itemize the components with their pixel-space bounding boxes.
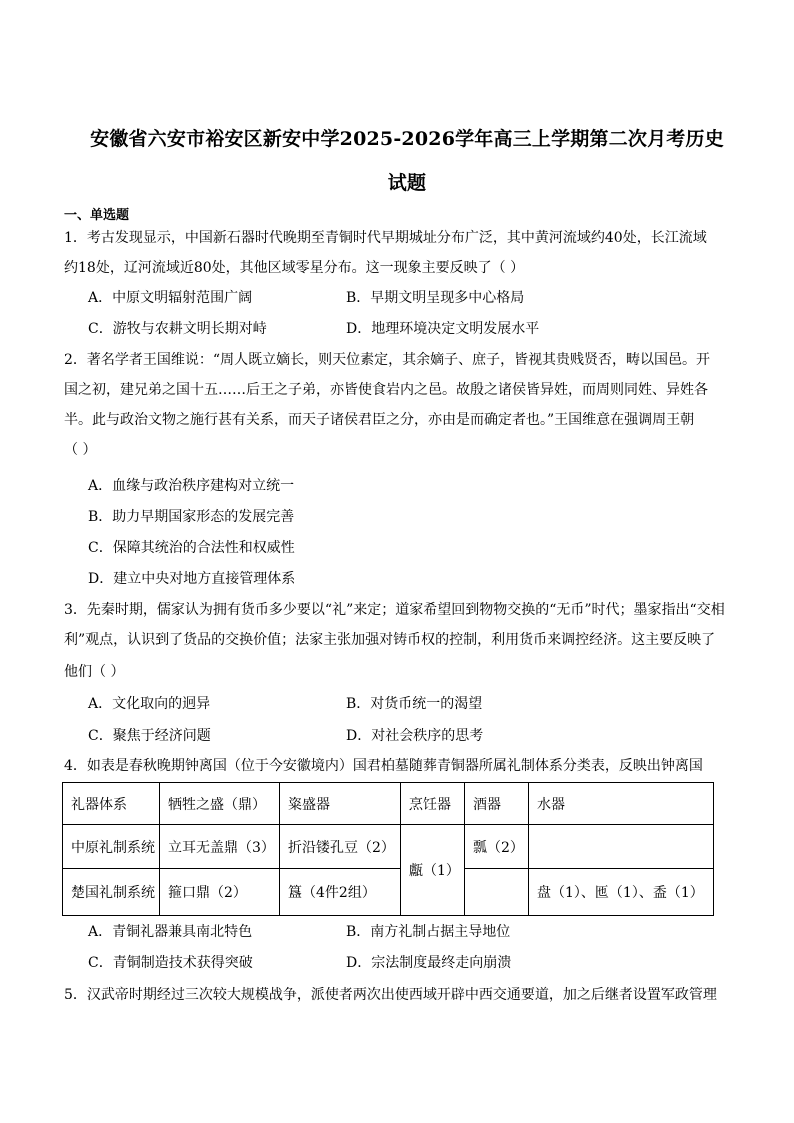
ritual-bronze-table (62, 782, 714, 916)
table-cell: 楚国礼制系统 (63, 869, 160, 916)
question-3-line: 他们（ ） (64, 664, 125, 680)
table-cell (465, 869, 529, 916)
document-title: 安徽省六安市裕安区新安中学2025-2026学年高三上学期第二次月考历史 (90, 128, 724, 150)
section-heading: 一、单选题 (64, 208, 130, 223)
table-cell: 簋（4件2组） (280, 869, 401, 916)
table-cell: 甗（1） (401, 825, 465, 916)
table-row (63, 869, 714, 916)
question-3-option-a[interactable]: A．文化取向的迥异 (88, 696, 211, 712)
question-2-option-c[interactable]: C．保障其统治的合法性和权威性 (88, 540, 295, 556)
table-cell: 立耳无盖鼎（3） (160, 825, 280, 869)
table-header: 粢盛器 (280, 783, 401, 825)
table-cell: 箍口鼎（2） (160, 869, 280, 916)
question-1-option-b[interactable]: B．早期文明呈现多中心格局 (346, 290, 525, 306)
question-2-line: 半。此与政治文物之施行甚有关系，而天子诸侯君臣之分，亦由是而确定者也。”王国维意在强调周王朝 (64, 412, 695, 428)
table-cell: 中原礼制系统 (63, 825, 160, 869)
question-4-option-b[interactable]: B．南方礼制占据主导地位 (346, 924, 511, 940)
question-3-line: 3．先秦时期，儒家认为拥有货币多少要以“礼”来定；道家希望回到物物交换的“无币”时代；墨家指出“交相 (64, 602, 725, 618)
table-cell: 瓢（2） (465, 825, 529, 869)
question-4-option-c[interactable]: C．青铜制造技术获得突破 (88, 955, 253, 971)
question-2-line: 2．著名学者王国维说：“周人既立嫡长，则天位素定，其余嫡子、庶子，皆视其贵贱贤否，畴以国邑。开 (64, 352, 711, 368)
table-header-row (63, 783, 714, 825)
question-3-option-d[interactable]: D．对社会秩序的思考 (346, 728, 484, 744)
question-1-line: 1．考古发现显示，中国新石器时代晚期至青铜时代早期城址分布广泛，其中黄河流域约40处，长江流域 (64, 230, 707, 246)
table-cell (529, 825, 714, 869)
table-row (63, 825, 714, 869)
question-1-option-c[interactable]: C．游牧与农耕文明长期对峙 (88, 321, 267, 337)
table-cell: 折沿镂孔豆（2） (280, 825, 401, 869)
question-1-option-d[interactable]: D．地理环境决定文明发展水平 (346, 321, 540, 337)
question-3-option-c[interactable]: C．聚焦于经济问题 (88, 728, 211, 744)
document-title-continued: 试题 (387, 172, 427, 194)
table-header: 酒器 (465, 783, 529, 825)
question-2-line: 国之初，建兄弟之国十五……后王之子弟，亦皆使食岩内之邑。故殷之诸侯皆异姓，而周则同姓、异姓各 (64, 382, 708, 398)
table-cell: 盘（1）、匜（1）、盉（1） (529, 869, 714, 916)
question-4-line: 4．如表是春秋晚期钟离国（位于今安徽境内）国君柏墓随葬青铜器所属礼制体系分类表，反映出钟离国 (64, 758, 703, 774)
question-5-line: 5．汉武帝时期经过三次较大规模战争，派使者两次出使西域开辟中西交通要道，加之后继者设置军政管理 (64, 987, 717, 1003)
table-header: 礼器体系 (63, 783, 160, 825)
question-4-option-d[interactable]: D．宗法制度最终走向崩溃 (346, 955, 512, 971)
question-2-line: （ ） (64, 442, 97, 458)
question-4-option-a[interactable]: A．青铜礼器兼具南北特色 (88, 924, 253, 940)
table-header: 牺牲之盛（鼎） (160, 783, 280, 825)
question-2-option-b[interactable]: B．助力早期国家形态的发展完善 (88, 509, 295, 525)
table-header: 水器 (529, 783, 714, 825)
question-3-line: 利”观点，认识到了货品的交换价值；法家主张加强对铸币权的控制，利用货币来调控经济。这主要反映了 (64, 632, 716, 648)
question-2-option-a[interactable]: A．血缘与政治秩序建构对立统一 (88, 478, 295, 494)
question-1-line: 约18处，辽河流域近80处，其他区域零星分布。这一现象主要反映了（ ） (64, 260, 525, 276)
question-2-option-d[interactable]: D．建立中央对地方直接管理体系 (88, 571, 296, 587)
question-3-option-b[interactable]: B．对货币统一的渴望 (346, 696, 483, 712)
table-header: 烹饪器 (401, 783, 465, 825)
question-1-option-a[interactable]: A．中原文明辐射范围广阔 (88, 290, 253, 306)
